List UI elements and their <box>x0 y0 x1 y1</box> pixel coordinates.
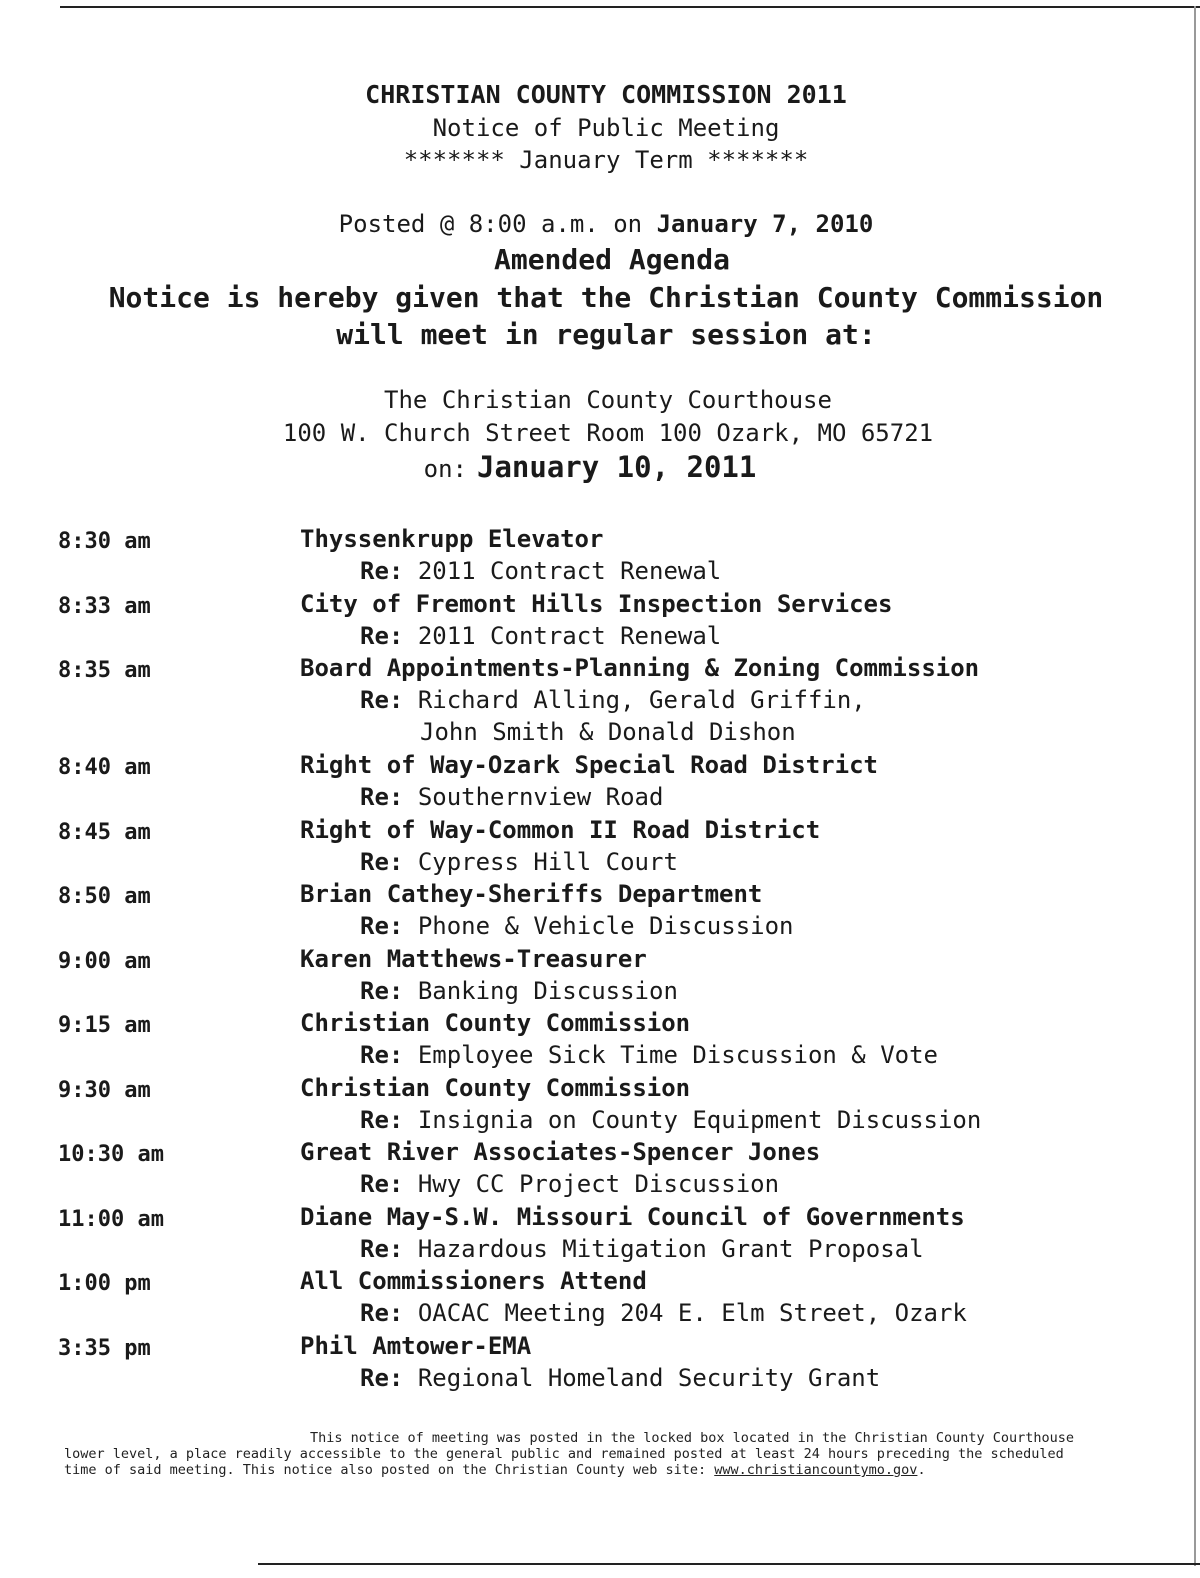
agenda-time: 8:40 am <box>58 755 151 780</box>
agenda-re <box>360 1041 938 1069</box>
agenda-re-text: 2011 Contract Renewal <box>417 557 722 585</box>
agenda-time: 8:33 am <box>58 593 151 619</box>
agenda-re-text: Hazardous Mitigation Grant Proposal <box>417 1234 924 1263</box>
agenda-time: 8:50 am <box>58 884 151 909</box>
notice-line-1: Notice is hereby given that the Christian County Commission <box>108 281 1104 314</box>
document-title: CHRISTIAN COUNTY COMMISSION 2011 <box>365 80 847 109</box>
agenda-title: Diane May-S.W. Missouri Council of Governments <box>300 1202 965 1231</box>
agenda-re-text: Regional Homeland Security Grant <box>417 1363 881 1392</box>
agenda-title: Thyssenkrupp Elevator <box>300 525 604 553</box>
agenda-item <box>0 1138 1200 1203</box>
agenda-title: Right of Way-Ozark Special Road District <box>300 751 878 779</box>
agenda-re <box>360 1106 981 1134</box>
footer-period: . <box>917 1462 926 1478</box>
agenda-title: Christian County Commission <box>300 1009 691 1037</box>
term-label: ******* January Term ******* <box>403 146 809 174</box>
agenda-title: Phil Amtower-EMA <box>300 1331 532 1360</box>
agenda-time: 9:30 am <box>58 1077 151 1103</box>
agenda-item <box>0 525 1200 590</box>
re-label: Re: <box>360 976 404 1005</box>
agenda-re-continued: John Smith & Donald Dishon <box>420 718 796 746</box>
re-label: Re: <box>360 847 404 876</box>
agenda-time: 1:00 pm <box>58 1271 151 1296</box>
posted-line <box>6 210 1200 238</box>
agenda-time: 11:00 am <box>58 1206 164 1232</box>
meeting-date: January 10, 2011 <box>477 450 757 484</box>
scan-edge-top <box>60 6 1200 8</box>
agenda-title: Great River Associates-Spencer Jones <box>300 1138 821 1166</box>
re-label: Re: <box>360 1041 404 1069</box>
re-label: Re: <box>360 1363 404 1392</box>
agenda-item <box>0 1009 1200 1074</box>
footer-notice <box>64 1430 1134 1478</box>
agenda-re-text: 2011 Contract Renewal <box>417 621 722 650</box>
agenda-item <box>0 1267 1200 1332</box>
scan-edge-bottom <box>258 1563 1200 1565</box>
agenda-title: All Commissioners Attend <box>300 1267 647 1295</box>
amended-agenda-heading: Amended Agenda <box>493 243 730 276</box>
website-link[interactable]: www.christiancountymo.gov <box>714 1462 918 1478</box>
notice-line-2: will meet in regular session at: <box>336 318 876 351</box>
agenda-time: 9:00 am <box>58 948 151 974</box>
meeting-date-line <box>0 450 1190 484</box>
agenda-re-text: Banking Discussion <box>417 976 678 1005</box>
agenda-re <box>360 557 721 585</box>
agenda-item <box>0 945 1200 1010</box>
re-label: Re: <box>360 1105 404 1134</box>
agenda-title: Board Appointments-Planning & Zoning Commission <box>300 654 980 682</box>
agenda-title: Right of Way-Common II Road District <box>300 815 821 844</box>
re-label: Re: <box>360 783 404 811</box>
re-label: Re: <box>360 557 404 585</box>
agenda-re-text: Phone & Vehicle Discussion <box>417 912 794 940</box>
agenda-title: Christian County Commission <box>300 1073 691 1102</box>
agenda-re <box>360 1299 967 1327</box>
agenda-time: 8:45 am <box>58 819 151 845</box>
agenda-re-text: OACAC Meeting 204 E. Elm Street, Ozark <box>417 1299 967 1327</box>
agenda-item <box>0 751 1200 816</box>
agenda-re-text: Employee Sick Time Discussion & Vote <box>417 1041 938 1069</box>
re-label: Re: <box>360 1234 404 1263</box>
re-label: Re: <box>360 686 404 714</box>
agenda-re-text: Cypress Hill Court <box>417 847 678 876</box>
agenda-re-text: Southernview Road <box>417 783 664 811</box>
venue-name: The Christian County Courthouse <box>384 386 832 414</box>
posted-prefix: Posted @ 8:00 a.m. on <box>338 210 643 238</box>
agenda-time: 3:35 pm <box>58 1335 151 1361</box>
re-label: Re: <box>360 912 404 940</box>
agenda-re <box>360 848 678 876</box>
agenda-re <box>360 686 866 714</box>
agenda-re <box>360 622 721 650</box>
agenda-title: Karen Matthews-Treasurer <box>300 944 647 973</box>
agenda-time: 8:30 am <box>58 529 151 554</box>
agenda-re-text: Insignia on County Equipment Discussion <box>417 1105 982 1134</box>
agenda-re <box>360 1235 924 1263</box>
re-label: Re: <box>360 1299 404 1327</box>
re-label: Re: <box>360 621 404 650</box>
document-subtitle: Notice of Public Meeting <box>432 114 780 142</box>
venue-address: 100 W. Church Street Room 100 Ozark, MO 65721 <box>282 419 934 447</box>
agenda-re <box>360 1170 779 1198</box>
agenda-title: City of Fremont Hills Inspection Services <box>300 589 893 618</box>
agenda-item <box>0 1332 1200 1397</box>
footer-line-3 <box>64 1462 1134 1478</box>
agenda-item <box>0 590 1200 655</box>
agenda-re <box>360 1364 880 1392</box>
agenda-time: 9:15 am <box>58 1013 151 1038</box>
re-label: Re: <box>360 1170 404 1198</box>
agenda-re-text: Richard Alling, Gerald Griffin, <box>417 686 866 714</box>
agenda-re <box>360 912 794 940</box>
agenda-title: Brian Cathey-Sheriffs Department <box>300 880 763 908</box>
posted-date: January 7, 2010 <box>656 210 874 238</box>
agenda-list <box>0 525 1200 1396</box>
agenda-item <box>0 880 1200 945</box>
agenda-re-text: Hwy CC Project Discussion <box>417 1170 780 1198</box>
agenda-re <box>360 977 678 1005</box>
agenda-time: 10:30 am <box>58 1142 164 1167</box>
meeting-date-label: on: <box>423 455 467 483</box>
agenda-item <box>0 1203 1200 1268</box>
agenda-time: 8:35 am <box>58 658 151 683</box>
agenda-item <box>0 654 1200 751</box>
footer-line-3-text: time of said meeting. This notice also posted on the Christian County web site: <box>64 1462 707 1478</box>
footer-line-2: lower level, a place readily accessible to the general public and remained posted at least 24 hours preceding the scheduled <box>64 1446 1064 1462</box>
agenda-item <box>0 816 1200 881</box>
agenda-re <box>360 783 663 811</box>
agenda-item <box>0 1074 1200 1139</box>
footer-line-1: This notice of meeting was posted in the locked box located in the Christian County Courthouse <box>310 1430 1075 1446</box>
